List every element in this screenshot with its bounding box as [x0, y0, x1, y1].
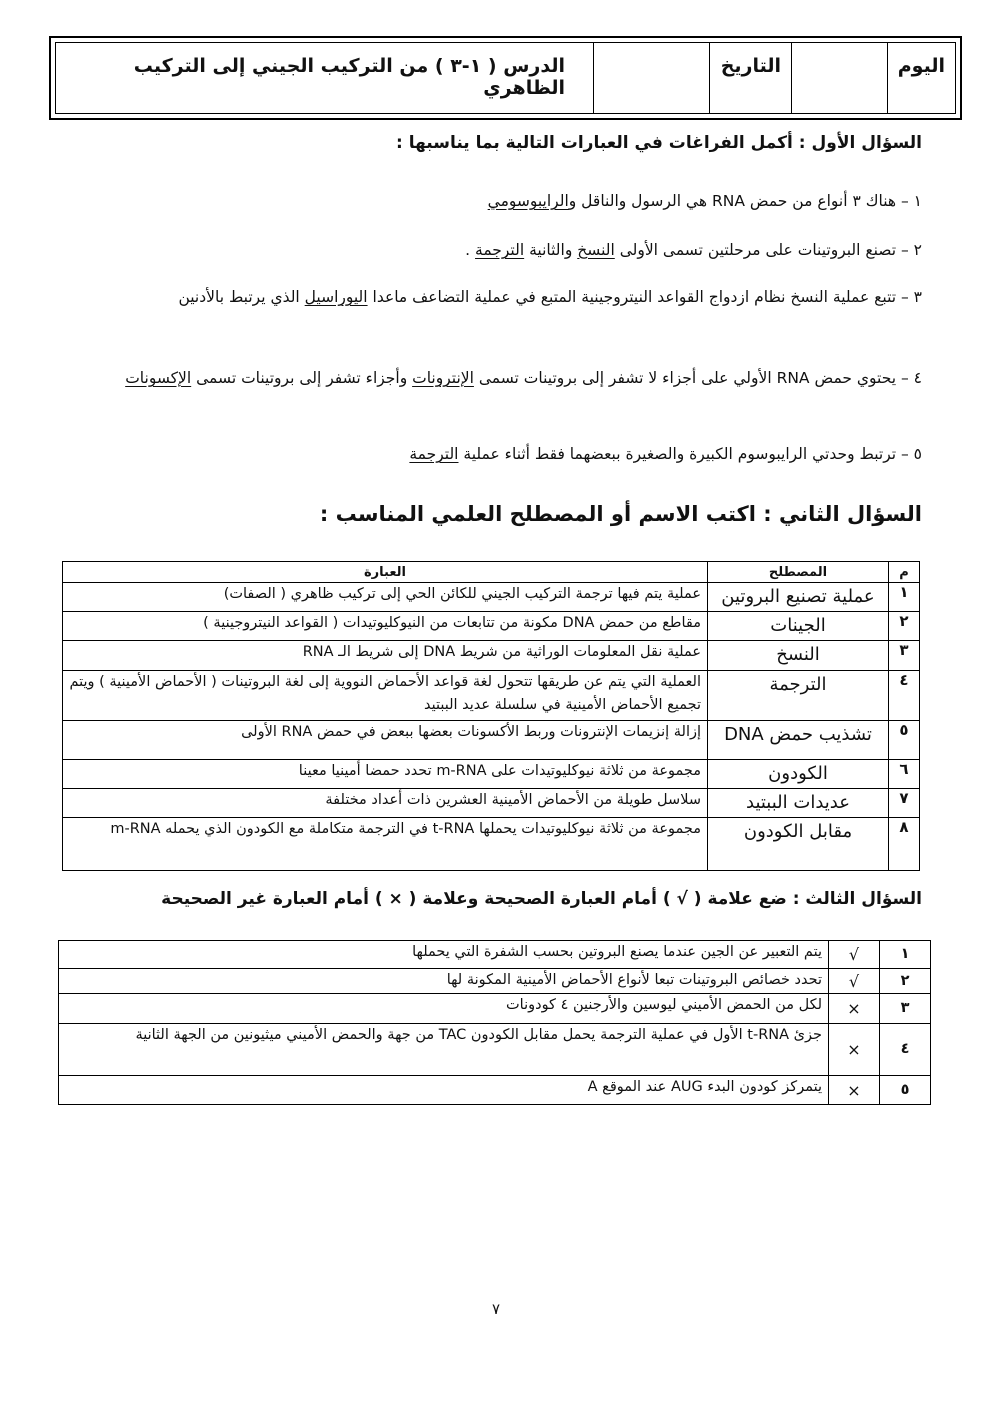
table-row: [59, 1076, 931, 1105]
row-term: الجينات: [708, 612, 889, 641]
q1-item-3-text: ٣ – تتبع عملية النسخ نظام ازدواج القواعد النيتروجينية المتبع في عملية التضاعف ماعدا: [367, 288, 922, 306]
q1-instruction: : أكمل الفراغات في العبارات التالية بما يناسبها :: [395, 133, 806, 153]
row-desc: العملية التي يتم عن طريقها تتحول لغة قواعد الأحماض النووية إلى لغة البروتينات ( الأحماض الأمينية ) ويتم تجميع الأحماض الأمينية في سلسلة عديد الببتيد: [63, 671, 708, 721]
q1-item-4-answer-1: الإنترونات: [412, 369, 474, 387]
row-term: عديدات الببتيد: [708, 789, 889, 818]
lesson-title: الدرس ( ١-٣ ) من التركيب الجيني إلى التركيب الظاهري: [133, 55, 565, 99]
q2-table: [62, 561, 920, 871]
check-mark-icon: √: [829, 941, 880, 969]
q1-item-2-answer-1: النسخ: [577, 241, 615, 259]
table-row: [63, 721, 920, 760]
check-mark-icon: √: [829, 969, 880, 994]
cross-mark-icon: ×: [829, 1024, 880, 1076]
q1-item-2-answer-2: الترجمة: [475, 241, 525, 259]
row-term: عملية تصنيع البروتين: [708, 583, 889, 612]
table-row: [63, 760, 920, 789]
q3-instruction: : ضع علامة ( √ ) أمام العبارة الصحيحة وعلامة ( × ) أمام العبارة غير الصحيحة: [161, 889, 800, 909]
row-num: ٧: [889, 789, 920, 818]
date-label: التاريخ: [709, 43, 791, 113]
row-statement: يتم التعبير عن الجين عندما يصنع البروتين بحسب الشفرة التي يحملها: [59, 941, 829, 969]
row-num: ٦: [889, 760, 920, 789]
q1-item-4-answer-2: الإكسونات: [125, 369, 192, 387]
row-term: النسخ: [708, 641, 889, 671]
q1-item-3-answer: اليوراسيل: [304, 288, 368, 306]
q1-item-1: [70, 188, 922, 214]
row-desc: إزالة إنزيمات الإنترونات وربط الأكسونات بعضها ببعض في حمض RNA الأولى: [63, 721, 708, 760]
q1-item-5-answer: الترجمة: [409, 445, 459, 463]
q1-title: [396, 133, 922, 153]
q1-item-1-text: ١ – هناك ٣ أنواع من حمض RNA هي الرسول والناقل و: [568, 192, 922, 210]
row-desc: سلاسل طويلة من الأحماض الأمينية العشرين ذات أعداد مختلفة: [63, 789, 708, 818]
table-row: [63, 671, 920, 721]
table-row: [63, 789, 920, 818]
q1-item-3: [84, 284, 922, 310]
row-statement: يتمركز كودون البدء AUG عند الموقع A: [59, 1076, 829, 1105]
q3-table: [58, 940, 931, 1105]
table-row: [59, 1024, 931, 1076]
row-term: مقابل الكودون: [708, 818, 889, 871]
row-term: الترجمة: [708, 671, 889, 721]
row-num: ٤: [889, 671, 920, 721]
row-statement: جزئ t-RNA الأول في عملية الترجمة يحمل مقابل الكودون TAC من جهة والحمض الأميني ميثيونين من الجهة الثانية: [59, 1024, 829, 1076]
q1-item-4-text: ٤ – يحتوي حمض RNA الأولي على أجزاء لا تشفر إلى بروتينات تسمى: [473, 369, 922, 387]
row-desc: مجموعة من ثلاثة نيوكليوتيدات يحملها t-RNA في الترجمة متكاملة مع الكودون الذي يحمله m-RNA: [63, 818, 708, 871]
row-num: ٥: [880, 1076, 931, 1105]
row-desc: عملية يتم فيها ترجمة التركيب الجيني للكائن الحي إلى تركيب ظاهري ( الصفات): [63, 583, 708, 612]
q2-header-term: المصطلح: [708, 562, 889, 583]
q1-item-2: [70, 237, 922, 263]
row-num: ٢: [880, 969, 931, 994]
q1-item-5-text: ٥ – ترتبط وحدتي الرايبوسوم الكبيرة والصغيرة ببعضهما فقط أثناء عملية: [458, 445, 922, 463]
row-num: ٣: [880, 994, 931, 1024]
q1-item-2-end: .: [465, 241, 476, 259]
row-term: الكودون: [708, 760, 889, 789]
q2-header-num: م: [889, 562, 920, 583]
row-num: ٨: [889, 818, 920, 871]
row-num: ١: [889, 583, 920, 612]
table-row: [63, 641, 920, 671]
cross-mark-icon: ×: [829, 1076, 880, 1105]
row-desc: مجموعة من ثلاثة نيوكليوتيدات على m-RNA تحدد حمضا أمينيا معينا: [63, 760, 708, 789]
q1-item-2-mid: والثانية: [524, 241, 578, 259]
q2-header-row: [63, 562, 920, 583]
row-num: ٤: [880, 1024, 931, 1076]
table-row: [59, 941, 931, 969]
q1-item-5: [70, 441, 922, 467]
row-desc: مقاطع من حمض DNA مكونة من تتابعات من النيوكليوتيدات ( القواعد النيتروجينية ): [63, 612, 708, 641]
row-statement: لكل من الحمض الأميني ليوسين والأرجنين ٤ كودونات: [59, 994, 829, 1024]
table-row: [59, 969, 931, 994]
q2-instruction: : اكتب الاسم أو المصطلح العلمي المناسب :: [319, 502, 772, 526]
q2-label: السؤال الثاني: [778, 502, 922, 526]
day-label: اليوم: [887, 43, 955, 113]
table-row: [59, 994, 931, 1024]
q1-label: السؤال الأول: [811, 133, 922, 153]
row-num: ٥: [889, 721, 920, 760]
q2-header-desc: العبارة: [63, 562, 708, 583]
day-value-cell: [791, 43, 887, 113]
q3-label: السؤال الثالث: [805, 889, 922, 909]
table-row: [63, 612, 920, 641]
table-row: [63, 583, 920, 612]
q2-title: [320, 502, 922, 526]
table-row: [63, 818, 920, 871]
q1-item-2-text: ٢ – تصنع البروتينات على مرحلتين تسمى الأولى: [614, 241, 922, 259]
row-statement: تحدد خصائص البروتينات تبعا لأنواع الأحماض الأمينية المكونة لها: [59, 969, 829, 994]
row-num: ١: [880, 941, 931, 969]
q1-item-4-mid: وأجزاء تشفر إلى بروتينات تسمى: [191, 369, 413, 387]
q1-item-4: [84, 365, 922, 391]
date-value-cell: [593, 43, 709, 113]
page-number: ٧: [491, 1300, 501, 1318]
row-num: ٢: [889, 612, 920, 641]
q1-item-1-answer: الرايبوسومي: [487, 192, 569, 210]
q1-item-3-end: الذي يرتبط بالأدنين: [178, 288, 305, 306]
row-term: تشذيب حمض DNA: [708, 721, 889, 760]
q3-title: [161, 889, 922, 909]
cross-mark-icon: ×: [829, 994, 880, 1024]
row-desc: عملية نقل المعلومات الوراثية من شريط DNA إلى شريط الـ RNA: [63, 641, 708, 671]
row-num: ٣: [889, 641, 920, 671]
header-box: [49, 36, 962, 120]
